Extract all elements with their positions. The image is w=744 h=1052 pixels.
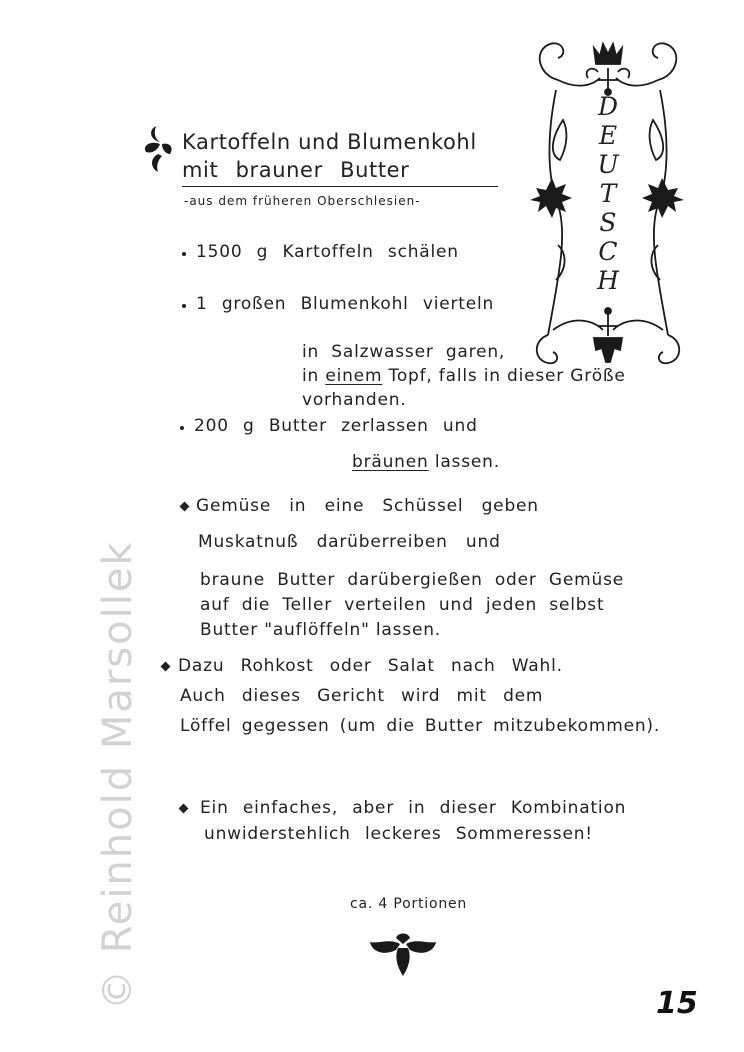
closing-note: Ein einfaches, aber in dieser Kombination bbox=[200, 798, 627, 818]
bullet-icon bbox=[180, 426, 184, 430]
recipe-title-line1: Kartoffeln und Blumenkohl bbox=[182, 130, 477, 154]
fleur-ornament-icon bbox=[368, 932, 438, 978]
diamond-bullet-icon bbox=[179, 804, 189, 814]
side-dish-note: Dazu Rohkost oder Salat nach Wahl. bbox=[178, 656, 563, 676]
deutsch-letter: T bbox=[599, 179, 617, 208]
emphasis-text: einem bbox=[325, 366, 383, 386]
bullet-icon bbox=[182, 252, 186, 256]
serve-instruction: Gemüse in eine Schüssel geben bbox=[196, 496, 539, 516]
closing-note: unwiderstehlich leckeres Sommeressen! bbox=[204, 824, 593, 844]
serve-instruction: Butter "auflöffeln" lassen. bbox=[200, 620, 441, 640]
title-underline bbox=[182, 186, 498, 187]
deutsch-letter: U bbox=[597, 150, 619, 179]
deutsch-letter: S bbox=[599, 208, 617, 237]
cook-text: Topf, falls in dieser Größe bbox=[388, 366, 626, 386]
bullet-icon bbox=[182, 304, 186, 308]
recipe-subtitle: -aus dem früheren Oberschlesien- bbox=[184, 194, 421, 208]
side-dish-note: Auch dieses Gericht wird mit dem bbox=[180, 686, 544, 706]
side-dish-note: Löffel gegessen (um die Butter mitzubekommen). bbox=[180, 716, 661, 736]
butter-instruction: 200 g Butter zerlassen und bbox=[194, 416, 478, 436]
cook-text: in bbox=[302, 366, 320, 386]
deutsch-letter: E bbox=[598, 121, 618, 150]
recipe-title-line2: mit brauner Butter bbox=[182, 158, 410, 182]
deutsch-letter: H bbox=[597, 266, 619, 295]
deutsch-letter: D bbox=[597, 92, 619, 121]
deutsch-letter: C bbox=[598, 237, 618, 266]
serve-instruction: braune Butter darübergießen oder Gemüse bbox=[200, 570, 624, 590]
cook-instruction: in Salzwasser garen, bbox=[302, 342, 506, 362]
serve-instruction: auf die Teller verteilen und jeden selbst bbox=[200, 595, 605, 615]
serve-instruction: Muskatnuß darüberreiben und bbox=[198, 532, 501, 552]
butter-text: lassen. bbox=[434, 452, 500, 472]
cook-instruction: vorhanden. bbox=[302, 390, 407, 410]
page-number: 15 bbox=[656, 986, 698, 1021]
step-item: 1 großen Blumenkohl vierteln bbox=[196, 294, 495, 314]
cook-instruction bbox=[302, 366, 626, 386]
portions-label: ca. 4 Portionen bbox=[350, 896, 468, 912]
diamond-bullet-icon bbox=[161, 662, 171, 672]
diamond-bullet-icon bbox=[180, 502, 190, 512]
step-item: 1500 g Kartoffeln schälen bbox=[196, 242, 459, 262]
deutsch-vertical-label bbox=[588, 92, 628, 295]
emphasis-text: bräunen bbox=[352, 452, 429, 472]
copyright-watermark: © Reinhold Marsollek bbox=[95, 540, 141, 1010]
fleur-ornament-icon bbox=[140, 124, 176, 176]
butter-instruction bbox=[352, 452, 500, 472]
